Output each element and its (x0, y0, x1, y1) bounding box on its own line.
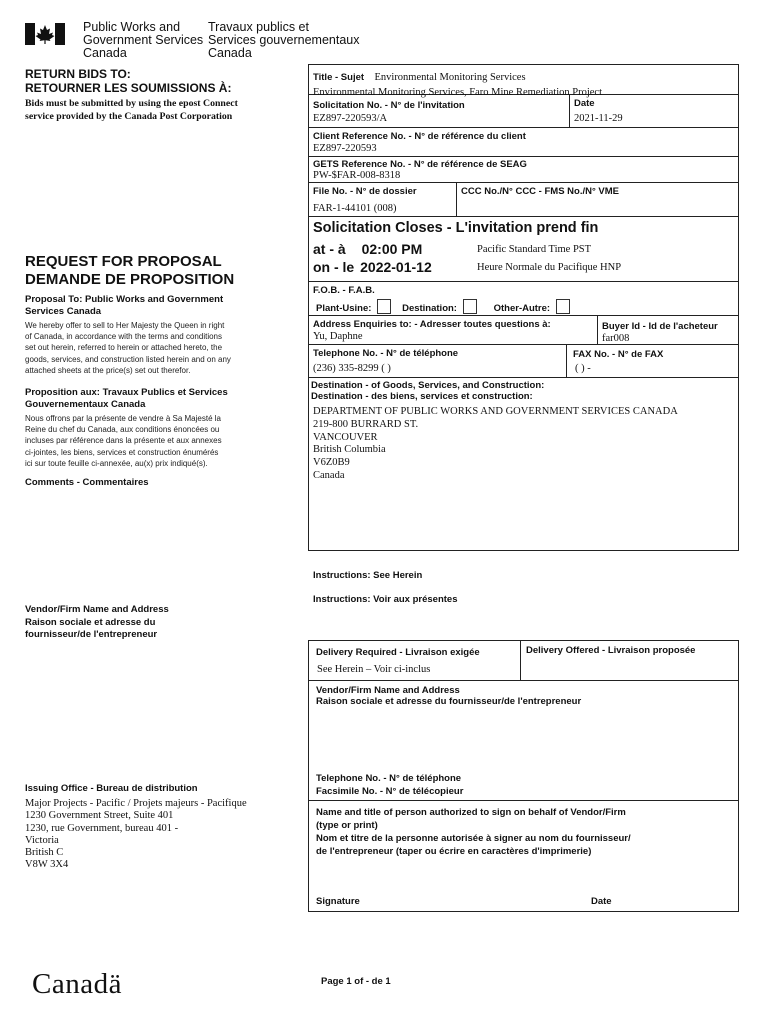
closing-date (313, 259, 432, 275)
instructions-en: Instructions: See Herein (313, 570, 423, 581)
closing-time (313, 241, 422, 257)
department-name-fr: Travaux publics et Services gouvernementaux Canada (208, 20, 360, 61)
address-enquiries-label: Address Enquiries to: - Adresser toutes questions à: (313, 319, 551, 330)
issuing-office-address: Major Projects - Pacific / Projets majeurs - Pacifique 1230 Government Street, Suite 401 1230, rue Government, bureau 401 - Victoria British C V8W 3X4 (25, 798, 247, 871)
authorized-signer-label: Name and title of person authorized to sign on behalf of Vendor/Firm (type or print) Nom et titre de la personne autorisée à signer au nom du fournisseur/ de l'entrepreneur (taper ou écrire en caractères d'imprimerie) (316, 807, 631, 857)
closing-date-value: 2022-01-12 (360, 259, 432, 275)
signer-input[interactable] (312, 862, 736, 890)
client-reference-value: EZ897-220593 (313, 143, 377, 154)
ccc-number-label: CCC No./N° CCC - FMS No./N° VME (461, 186, 620, 197)
buyer-id-value: far008 (602, 333, 630, 344)
destination-label: Destination - of Goods, Services, and Construction: Destination - des biens, services et construction: (311, 380, 545, 402)
file-number-label: File No. - N° de dossier (313, 186, 417, 197)
fob-label: F.O.B. - F.A.B. (313, 285, 375, 296)
delivery-offered-label: Delivery Offered - Livraison proposée (526, 645, 696, 656)
proposal-to-text: We hereby offer to sell to Her Majesty the Queen in right of Canada, in accordance with the terms and conditions set out herein, referred to herein or attached hereto, the goods, services, and construction listed herein and on any attached sheets at the price(s) set out therefor. (25, 321, 231, 375)
at-label: at - à (313, 241, 346, 257)
fax-label: FAX No. - N° de FAX (573, 349, 664, 360)
proposition-text: Nous offrons par la présente de vendre à Sa Majesté la Reine du chef du Canada, aux conditions énoncées ou incluses par référence dans la présente et aux annexes ci-jointes, les biens, services et construction énumérés ici sur toute feuille ci-annexée, au(x) prix indiqué(s). (25, 414, 222, 468)
solicitation-number-label: Solicitation No. - N° de l'invitation (313, 100, 465, 111)
file-number-value: FAR-1-44101 (008) (313, 203, 397, 214)
canada-flag-icon (25, 23, 65, 45)
proposition-heading: Proposition aux: Travaux Publics et Services Gouvernementaux Canada (25, 387, 228, 410)
gets-reference-value: PW-$FAR-008-8318 (313, 170, 401, 181)
client-reference-label: Client Reference No. - N° de référence du client (313, 131, 526, 142)
on-label: on - le (313, 259, 355, 275)
delivery-required-label: Delivery Required - Livraison exigée (316, 647, 480, 658)
telephone-value: (236) 335-8299 ( ) (313, 363, 391, 374)
solicitation-closes-title: Solicitation Closes - L'invitation prend fin (313, 220, 599, 236)
vendor-label: Vendor/Firm Name and Address Raison sociale et adresse du fournisseur/de l'entrepreneur (316, 685, 582, 707)
other-checkbox[interactable] (556, 299, 570, 314)
destination-option-label: Destination: (402, 303, 457, 314)
address-enquiries-value: Yu, Daphne (313, 331, 363, 342)
instructions-fr: Instructions: Voir aux présentes (313, 594, 458, 605)
buyer-id-label: Buyer Id - Id de l'acheteur (602, 321, 718, 332)
comments-label: Comments - Commentaires (25, 477, 149, 488)
return-bids-heading: RETURN BIDS TO: RETOURNER LES SOUMISSIONS À: (25, 67, 232, 95)
telephone-label: Telephone No. - N° de téléphone (313, 348, 459, 359)
gets-reference-label: GETS Reference No. - N° de référence de SEAG (313, 159, 527, 170)
fob-options (316, 299, 578, 314)
destination-address: DEPARTMENT OF PUBLIC WORKS AND GOVERNMENT SERVICES CANADA 219-800 BURRARD ST. VANCOUVER British Columbia V6Z0B9 Canada (313, 406, 678, 481)
date-value: 2021-11-29 (574, 113, 623, 124)
signature-date-label: Date (591, 896, 612, 907)
canada-wordmark: Canadä (32, 968, 122, 1000)
timezone-fr: Heure Normale du Pacifique HNP (477, 262, 622, 273)
timezone-en: Pacific Standard Time PST (477, 244, 592, 255)
vendor-input[interactable] (312, 712, 736, 768)
proposal-to-heading: Proposal To: Public Works and Government Services Canada (25, 294, 224, 317)
other-label: Other-Autre: (493, 303, 551, 314)
fax-value: ( ) - (575, 363, 591, 374)
title-field (313, 67, 602, 99)
delivery-offered-input[interactable] (522, 658, 736, 678)
title-value-2: Environmental Monitoring Services, Faro Mine Remediation Project (313, 87, 602, 98)
plant-label: Plant-Usine: (316, 303, 372, 314)
title-value-1: Environmental Monitoring Services (374, 72, 526, 83)
rfp-title: REQUEST FOR PROPOSAL DEMANDE DE PROPOSITION (25, 253, 235, 288)
phone-fax-label: Telephone No. - N° de téléphone Facsimile No. - N° de télécopieur (316, 773, 464, 797)
title-label: Title - Sujet (313, 72, 365, 83)
plant-checkbox[interactable] (377, 299, 391, 314)
bids-note: Bids must be submitted by using the epost Connect service provided by the Canada Post Corporation (25, 98, 238, 122)
vendor-heading-left: Vendor/Firm Name and Address Raison sociale et adresse du fournisseur/de l'entrepreneur (25, 604, 169, 640)
date-label: Date (574, 98, 595, 109)
closing-time-value: 02:00 PM (361, 241, 423, 257)
page-number: Page 1 of - de 1 (321, 976, 391, 987)
department-name-en: Public Works and Government Services Canada (83, 20, 204, 61)
solicitation-number-value: EZ897-220593/A (313, 113, 388, 124)
signature-label: Signature (316, 896, 360, 907)
destination-checkbox[interactable] (463, 299, 477, 314)
issuing-office-heading: Issuing Office - Bureau de distribution (25, 783, 198, 794)
delivery-required-value: See Herein – Voir ci-inclus (317, 664, 431, 675)
